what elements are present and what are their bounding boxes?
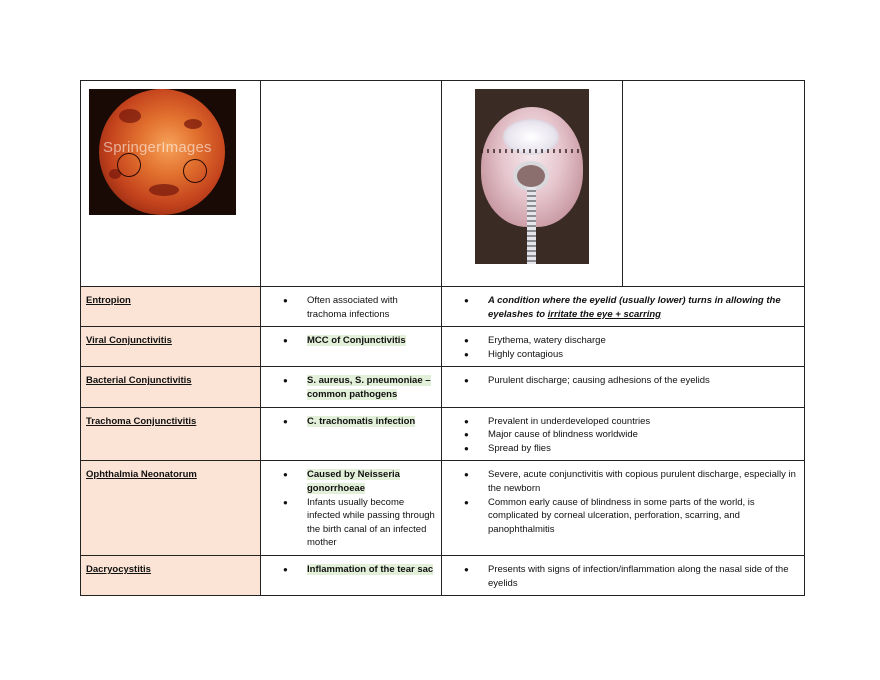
features-cell [261,461,442,556]
empty-cell [261,81,442,287]
description-cell [442,461,805,556]
list-item: ● Severe, acute conjunctivitis with copious purulent discharge, especially in the newborn [442,468,798,495]
term-cell: Dacryocystitis [81,555,261,595]
features-cell [261,367,442,407]
list-item: ● A condition where the eyelid (usually lower) turns in allowing the eyelashes to irritate the eye + scarring [442,294,798,321]
description-cell [442,327,805,367]
list-item: ● MCC of Conjunctivitis [261,334,435,348]
list-item: ● Often associated with trachoma infections [261,294,435,321]
term-cell: Viral Conjunctivitis [81,327,261,367]
term-cell: Trachoma Conjunctivitis [81,407,261,461]
list-item: ● Spread by flies [442,442,798,456]
features-cell [261,407,442,461]
empty-cell [623,81,805,287]
description-cell [442,287,805,327]
list-item: ● Highly contagious [442,348,798,362]
description-cell [442,367,805,407]
image-row [81,81,805,287]
list-item: ● Common early cause of blindness in some parts of the world, is complicated by corneal ulceration, perforation, scarring, and panophthalmitis [442,496,798,537]
fundus-image-cell [81,81,261,287]
table-row [81,461,805,556]
eye-image-cell [442,81,623,287]
table-row [81,555,805,595]
list-item: ● Purulent discharge; causing adhesions of the eyelids [442,374,798,388]
features-cell [261,287,442,327]
features-cell [261,327,442,367]
term-cell: Entropion [81,287,261,327]
table-row [81,287,805,327]
list-item: ● Erythema, watery discharge [442,334,798,348]
springer-watermark: SpringerImages [103,139,212,156]
conditions-table [80,80,805,596]
list-item: ● Infants usually become infected while passing through the birth canal of an infected mother [261,496,435,550]
list-item: ● Inflammation of the tear sac [261,563,435,577]
features-cell [261,555,442,595]
list-item: ● Caused by Neisseria gonorrhoeae [261,468,435,495]
list-item: ● Prevalent in underdeveloped countries [442,415,798,429]
table-row [81,367,805,407]
eyelid-probe-photo [475,89,589,264]
list-item: ● C. trachomatis infection [261,415,435,429]
list-item: ● S. aureus, S. pneumoniae – common pathogens [261,374,435,401]
list-item: ● Major cause of blindness worldwide [442,428,798,442]
description-cell [442,407,805,461]
term-cell: Ophthalmia Neonatorum [81,461,261,556]
list-item: ● Presents with signs of infection/inflammation along the nasal side of the eyelids [442,563,798,590]
fundus-photo [89,89,236,215]
term-cell: Bacterial Conjunctivitis [81,367,261,407]
description-cell [442,555,805,595]
table-row [81,407,805,461]
table-row [81,327,805,367]
